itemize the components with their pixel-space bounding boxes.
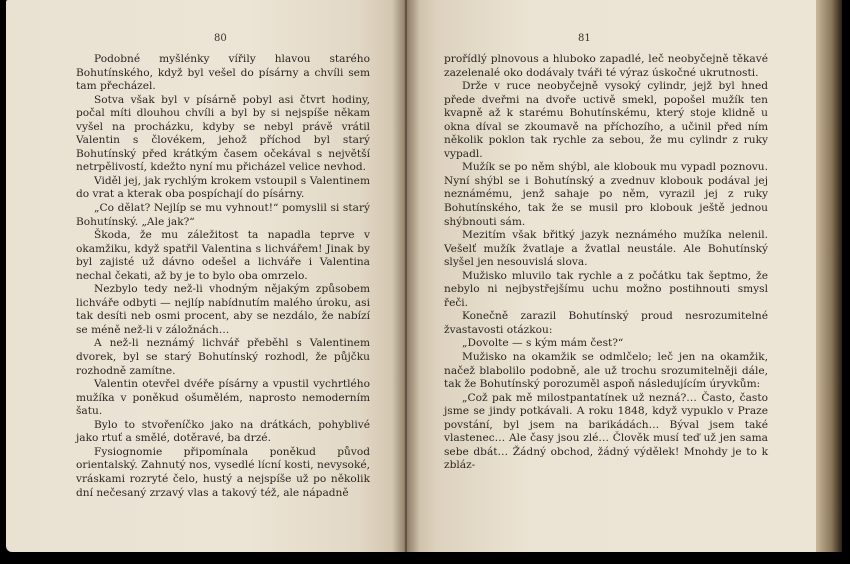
paragraph-continued: prořídlý plnovous a hluboko zapadlé, leč neobyčejně těkavé zazelenalé oko dodávaly tváři té výraz úskočné ukrutnosti. — [444, 53, 768, 79]
paragraph: Sotva však byl v písárně pobyl asi čtvrt hodiny, počal míti dlouhou chvíli a byl by si nejspíše někam vyšel na procházku, kdyby se nebyl právě vrátil Valentin s človékem, jehož příchod byl starý Bohutínský před krátkým časem očekával s největší netrpělivostí, kdežto nyní mu přicházel velice nevhod. — [76, 93, 370, 174]
paragraph: A než-li neznámý lichvář přeběhl s Valentinem dvorek, byl se starý Bohutínský rozhodl, že půjčku rozhodně zamítne. — [76, 337, 370, 377]
background-shadow — [0, 552, 850, 564]
paragraph: Mužík se po něm shýbl, ale klobouk mu vypadl poznovu. Nyní shýbl se i Bohutínský a zvednuv klobouk podával jej neznámému, jenž sahaje po něm, vyrazil jej z ruky Bohutínského, tak že se musil pro klobouk ještě jednou shýbnouti sám. — [444, 161, 768, 228]
page-block-edge — [816, 0, 842, 552]
paragraph: Viděl jej, jak rychlým krokem vstoupil s Valentinem do vrat a kterak oba pospíchají do písárny. — [76, 174, 370, 201]
paragraph: Drže v ruce neobyčejně vysoký cylindr, jejž byl hned přede dveřmi na dvoře uctivě smekl, popošel mužík ten kvapně až k starému Bohutínskému, který stoje klidně u okna díval se zkoumavě na příchozího, a učinil před ním několik poklon tak rychle za sebou, že mu cylindr z ruky vypadl. — [444, 80, 768, 160]
paragraph: Nezbylo tedy než-li vhodným nějakým způsobem lichváře odbyti — nejlíp nabídnutím malého úroku, asi tak desíti neb osmi procent, aby se nezdálo, že nabízí se méně než-li v záložnách… — [76, 283, 370, 336]
paragraph: Valentin otevřel dvéře písárny a vpustil vychrtlého mužíka v poněkud ošumělém, naprosto nemoderním šatu. — [76, 378, 370, 418]
paragraph: „Což pak mě milostpantatínek už nezná?… Často, často jsme se jindy potkávali. A roku 1848, když vypuklo v Praze povstání, byl jsem na barikádách… Býval jsem také vlastenec… Ale časy jsou zlé… Člověk musí teď už jen sama sebe dbát… Žádný obchod, žádný výdělek! Mnohdy je to k zbláz- — [444, 391, 768, 472]
paragraph: Škoda, že mu záležitost ta napadla teprve v okamžiku, když spatřil Valentina s lichvářem! Jinak by byl zajisté už dávno odešel a lichváře i Valentina nechal čekati, až by je to bylo oba omrzelo. — [76, 229, 370, 282]
left-page — [6, 0, 406, 552]
page-number-left: 80 — [214, 33, 227, 44]
paragraph: Bylo to stvořeníčko jako na drátkách, pohyblivé jako rtuť a smělé, dotěravé, ba drzé. — [76, 418, 370, 445]
paragraph: Konečně zarazil Bohutínský proud nesrozumitelné žvastavosti otázkou: — [444, 310, 768, 336]
paragraph: Podobné myšlénky vířily hlavou starého Bohutínského, když byl vešel do písárny a chvíli sem tam přecházel. — [76, 53, 370, 93]
left-page-text — [76, 53, 370, 500]
book-gutter — [392, 0, 420, 560]
paragraph: Fysiognomie připomínala poněkud původ orientalský. Zahnutý nos, vysedlé lícní kosti, nevysoké, vráskami rozryté čelo, hustý a nejspíše už po několik dní nečesaný zrzavý vlas a takový též, ale nápadně — [76, 445, 370, 499]
paragraph: „Co dělat? Nejlíp se mu vyhnout!“ pomyslil si starý Bohutínský. „Ale jak?“ — [76, 202, 370, 228]
paragraph: Mužisko na okamžik se odmlčelo; leč jen na okamžik, načež blabolilo podobně, ale už trochu srozumitelněji dále, tak že Bohutínský porozuměl aspoň následujícím úryvkům: — [444, 351, 768, 391]
paragraph: „Dovolte — s kým mám čest?“ — [462, 337, 624, 350]
page-number-right: 81 — [578, 33, 591, 44]
paragraph: Mužisko mluvilo tak rychle a z počátku tak šeptmo, že nebylo ni nejbystřejšímu uchu možno postihnouti smysl řeči. — [444, 269, 768, 309]
right-page-text — [444, 53, 768, 473]
paragraph: Mezitím však břitký jazyk neznámého mužíka nelenil. Vešelť mužík žvatlaje a žvatlal neustále. Ale Bohutínský slyšel jen nesouvislá slova. — [444, 229, 768, 269]
right-page — [404, 0, 816, 552]
